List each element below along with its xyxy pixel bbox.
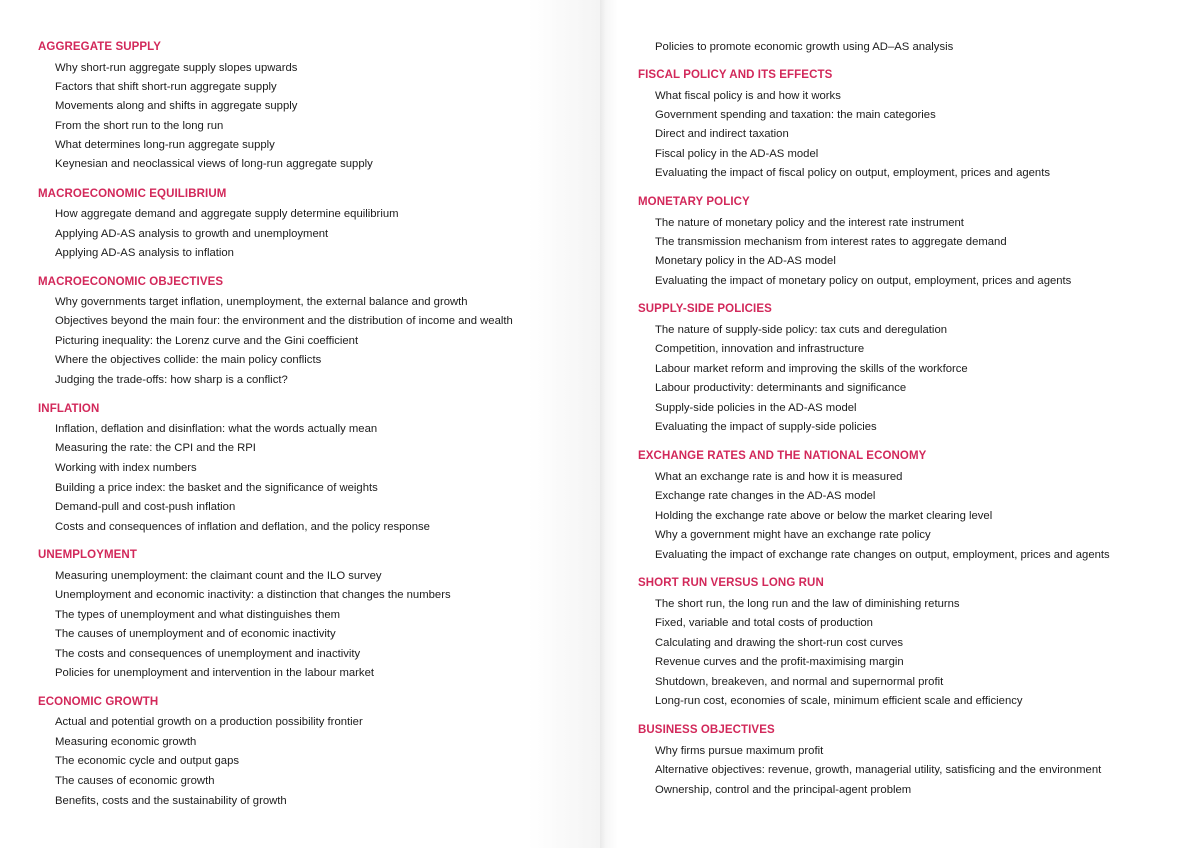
toc-item: Where the objectives collide: the main policy conflicts [55,354,322,366]
toc-item: Evaluating the impact of monetary policy on output, employment, prices and agents [655,275,1072,287]
toc-item: Evaluating the impact of supply-side policies [655,421,877,433]
toc-item: Labour productivity: determinants and significance [655,382,907,394]
toc-item: Why a government might have an exchange rate policy [655,529,931,541]
toc-item: How aggregate demand and aggregate supply determine equilibrium [55,208,399,220]
toc-item: The costs and consequences of unemployment and inactivity [55,648,361,660]
toc-item: Policies for unemployment and intervention in the labour market [55,667,374,679]
section-heading-short-run-versus-long-run: SHORT RUN VERSUS LONG RUN [638,577,824,589]
section-heading-economic-growth: ECONOMIC GROWTH [38,696,159,708]
section-heading-fiscal-policy: FISCAL POLICY AND ITS EFFECTS [638,69,833,81]
toc-item: Measuring the rate: the CPI and the RPI [55,442,256,454]
toc-item-continuation: Policies to promote economic growth using AD–AS analysis [655,41,954,53]
toc-item: Costs and consequences of inflation and deflation, and the policy response [55,521,430,533]
toc-item: The causes of unemployment and of economic inactivity [55,628,336,640]
toc-item: Monetary policy in the AD-AS model [655,255,836,267]
toc-item: Shutdown, breakeven, and normal and supernormal profit [655,676,944,688]
toc-item: The nature of monetary policy and the interest rate instrument [655,217,964,229]
toc-item: The nature of supply-side policy: tax cuts and deregulation [655,324,948,336]
section-heading-monetary-policy: MONETARY POLICY [638,196,750,208]
toc-item: Objectives beyond the main four: the environment and the distribution of income and wealth [55,315,513,327]
section-heading-macroeconomic-objectives: MACROECONOMIC OBJECTIVES [38,276,224,288]
toc-item: Unemployment and economic inactivity: a distinction that changes the numbers [55,589,451,601]
toc-item: Government spending and taxation: the main categories [655,109,936,121]
toc-item: Measuring economic growth [55,736,197,748]
section-heading-unemployment: UNEMPLOYMENT [38,549,137,561]
right-page [600,0,1200,848]
toc-item: Demand-pull and cost-push inflation [55,501,236,513]
toc-item: The short run, the long run and the law of diminishing returns [655,598,960,610]
toc-item: Why short-run aggregate supply slopes upwards [55,62,298,74]
toc-item: Supply-side policies in the AD-AS model [655,402,857,414]
section-heading-macroeconomic-equilibrium: MACROECONOMIC EQUILIBRIUM [38,188,227,200]
toc-item: What an exchange rate is and how it is measured [655,471,903,483]
toc-item: Fiscal policy in the AD-AS model [655,148,819,160]
toc-item: Evaluating the impact of exchange rate changes on output, employment, prices and agents [655,549,1110,561]
toc-item: Long-run cost, economies of scale, minimum efficient scale and efficiency [655,695,1023,707]
toc-item: From the short run to the long run [55,120,224,132]
toc-item: Holding the exchange rate above or below the market clearing level [655,510,993,522]
toc-item: The transmission mechanism from interest rates to aggregate demand [655,236,1007,248]
toc-item: Fixed, variable and total costs of production [655,617,873,629]
toc-item: Factors that shift short-run aggregate supply [55,81,277,93]
toc-item: Labour market reform and improving the skills of the workforce [655,363,968,375]
section-heading-business-objectives: BUSINESS OBJECTIVES [638,724,775,736]
toc-item: Alternative objectives: revenue, growth, managerial utility, satisficing and the environment [655,764,1102,776]
toc-item: Judging the trade-offs: how sharp is a conflict? [55,374,288,386]
toc-item: Why firms pursue maximum profit [655,745,824,757]
toc-item: Evaluating the impact of fiscal policy on output, employment, prices and agents [655,167,1050,179]
toc-item: Picturing inequality: the Lorenz curve and the Gini coefficient [55,335,359,347]
toc-item: Competition, innovation and infrastructure [655,343,865,355]
toc-item: Keynesian and neoclassical views of long-run aggregate supply [55,158,373,170]
toc-item: Why governments target inflation, unemployment, the external balance and growth [55,296,468,308]
toc-item: Revenue curves and the profit-maximising margin [655,656,904,668]
section-heading-inflation: INFLATION [38,403,100,415]
toc-item: Inflation, deflation and disinflation: what the words actually mean [55,423,378,435]
toc-item: Ownership, control and the principal-agent problem [655,784,912,796]
toc-item: Applying AD-AS analysis to inflation [55,247,234,259]
toc-item: Building a price index: the basket and the significance of weights [55,482,378,494]
toc-item: Actual and potential growth on a production possibility frontier [55,716,363,728]
toc-item: Calculating and drawing the short-run cost curves [655,637,904,649]
toc-item: Direct and indirect taxation [655,128,789,140]
toc-item: Working with index numbers [55,462,197,474]
toc-item: Exchange rate changes in the AD-AS model [655,490,876,502]
section-heading-supply-side-policies: SUPPLY-SIDE POLICIES [638,303,772,315]
toc-item: The types of unemployment and what distinguishes them [55,609,341,621]
section-heading-aggregate-supply: AGGREGATE SUPPLY [38,41,162,53]
toc-item: Benefits, costs and the sustainability of growth [55,795,287,807]
toc-item: What determines long-run aggregate supply [55,139,275,151]
section-heading-exchange-rates: EXCHANGE RATES AND THE NATIONAL ECONOMY [638,450,927,462]
toc-item: Applying AD-AS analysis to growth and unemployment [55,228,329,240]
toc-item: Measuring unemployment: the claimant count and the ILO survey [55,570,382,582]
toc-item: The causes of economic growth [55,775,215,787]
toc-item: Movements along and shifts in aggregate supply [55,100,298,112]
toc-item: The economic cycle and output gaps [55,755,239,767]
toc-item: What fiscal policy is and how it works [655,90,841,102]
